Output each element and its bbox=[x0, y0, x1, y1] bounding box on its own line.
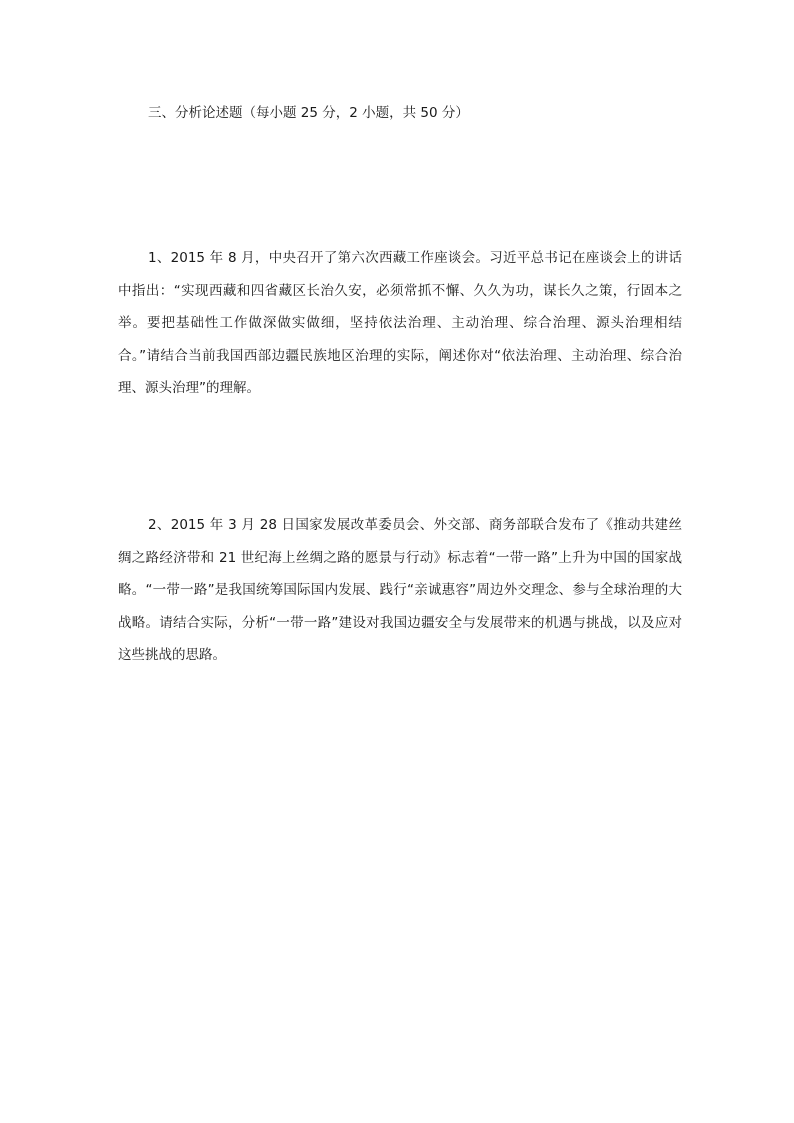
section-title: 三、分析论述题（每小题 25 分，2 小题，共 50 分） bbox=[148, 105, 469, 121]
question-1: 1、2015 年 8 月，中央召开了第六次西藏工作座谈会。习近平总书记在座谈会上的讲话中指出：“实现西藏和四省藏区长治久安，必须常抓不懈、久久为功，谋长久之策，行固本之举。要把基础性工作做深做实做细，坚持依法治理、主动治理、综合治理、源头治理相结合。”请结合当前我国西部边疆民族地区治理的实际，阐述你对“依法治理、主动治理、综合治理、源头治理”的理解。 bbox=[118, 250, 682, 396]
question-2: 2、2015 年 3 月 28 日国家发展改革委员会、外交部、商务部联合发布了《推动共建丝绸之路经济带和 21 世纪海上丝绸之路的愿景与行动》标志着“一带一路”上升为中国的国家战略。“一带一路”是我国统筹国际国内发展、践行“亲诚惠容”周边外交理念、参与全球治理的大战略。请结合实际，分析“一带一路”建设对我国边疆安全与发展带来的机遇与挑战，以及应对这些挑战的思路。 bbox=[118, 517, 682, 663]
